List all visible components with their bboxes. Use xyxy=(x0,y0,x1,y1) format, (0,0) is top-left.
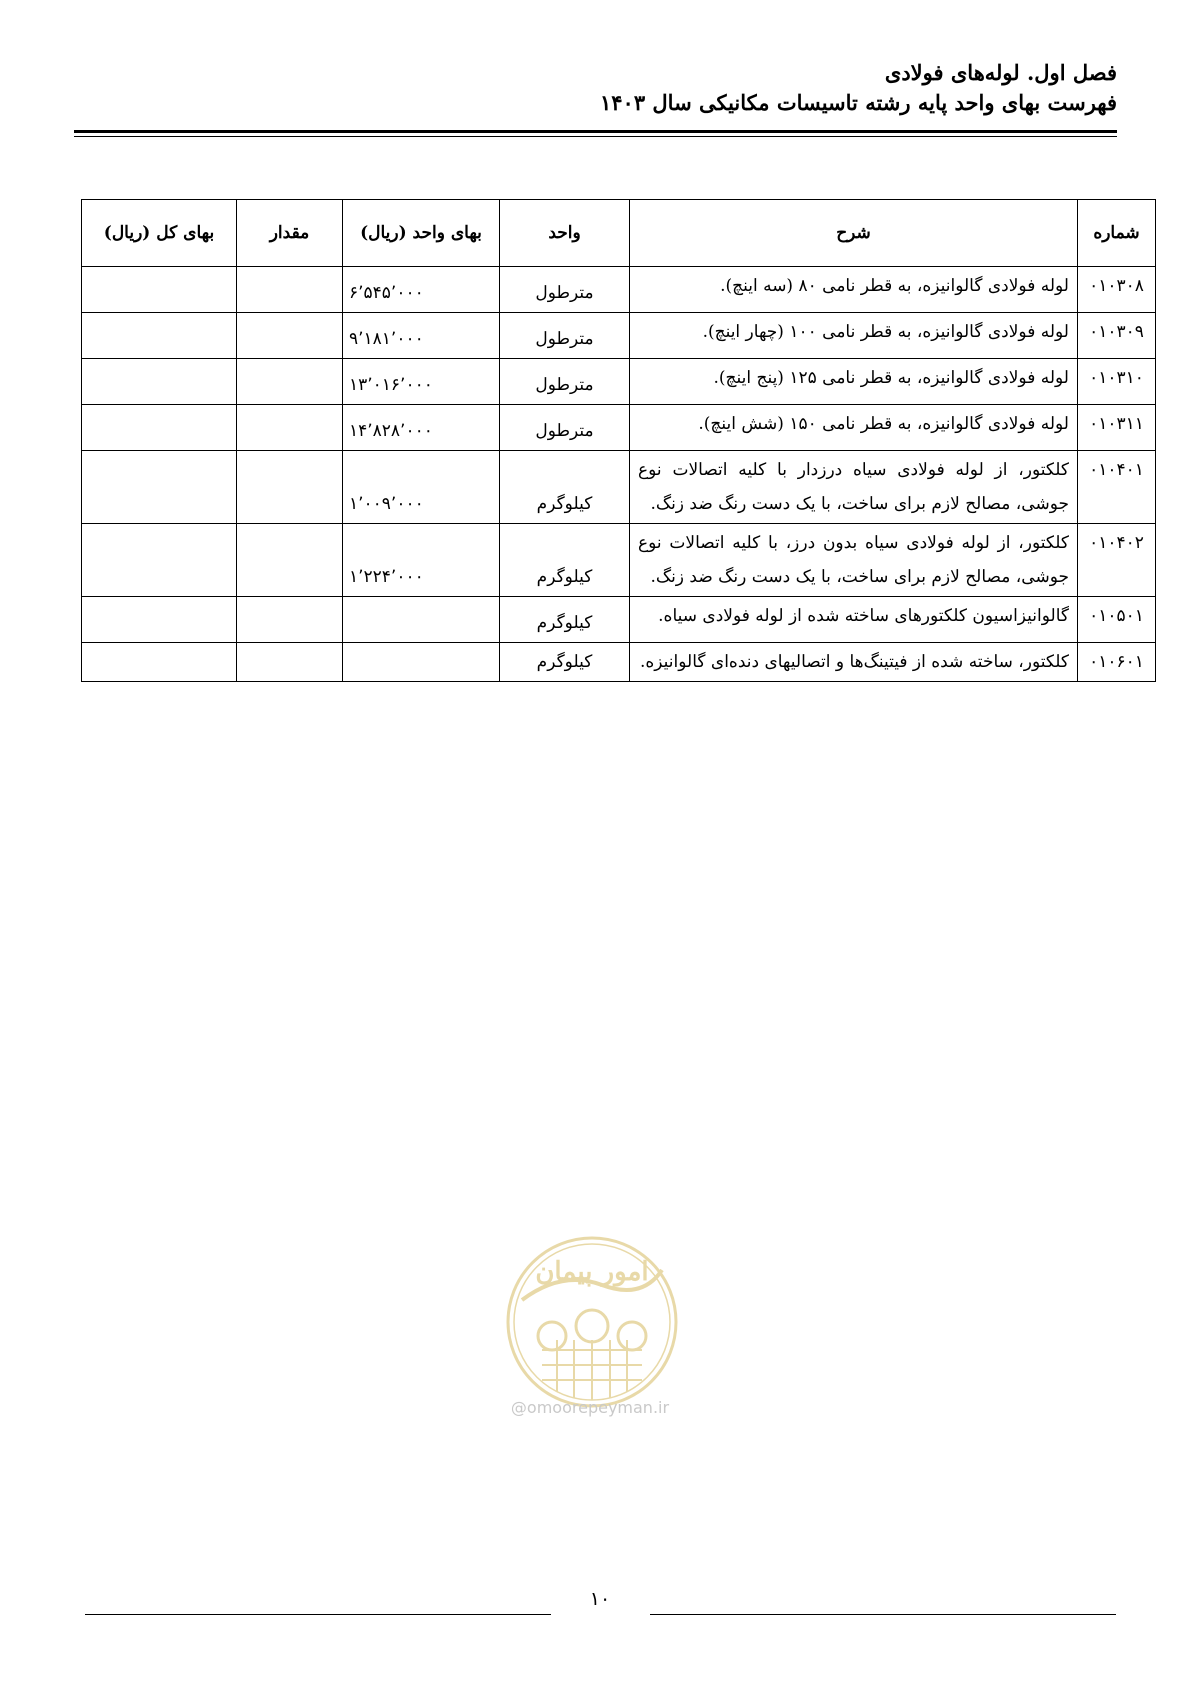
table-row xyxy=(82,313,1156,359)
item-quantity xyxy=(237,643,343,682)
column-header-description: شرح xyxy=(630,200,1078,267)
header-rule-thin xyxy=(74,136,1117,137)
table-row xyxy=(82,267,1156,313)
item-unit-price: ۱۳٬۰۱۶٬۰۰۰ xyxy=(343,359,500,405)
item-quantity xyxy=(237,451,343,524)
item-code: ۰۱۰۳۱۰ xyxy=(1078,359,1156,405)
item-total xyxy=(82,597,237,643)
column-header-quantity: مقدار xyxy=(237,200,343,267)
item-unit-price: ۹٬۱۸۱٬۰۰۰ xyxy=(343,313,500,359)
item-description: لوله فولادی گالوانیزه، به قطر نامی ۸۰ (سه اینچ). xyxy=(630,267,1078,313)
chapter-title: فصل اول. لوله‌های فولادی xyxy=(884,60,1117,85)
column-header-code: شماره xyxy=(1078,200,1156,267)
item-description: کلکتور، از لوله فولادی سیاه بدون درز، با کلیه اتصالات نوع جوشی، مصالح لازم برای ساخت، با یک دست رنگ ضد زنگ. xyxy=(630,524,1078,597)
item-code: ۰۱۰۶۰۱ xyxy=(1078,643,1156,682)
item-code: ۰۱۰۵۰۱ xyxy=(1078,597,1156,643)
item-total xyxy=(82,405,237,451)
footer-rule-left xyxy=(85,1614,551,1615)
watermark-logo xyxy=(502,1230,682,1420)
item-total xyxy=(82,643,237,682)
item-quantity xyxy=(237,597,343,643)
item-description: لوله فولادی گالوانیزه، به قطر نامی ۱۲۵ (پنج اینچ). xyxy=(630,359,1078,405)
item-total xyxy=(82,451,237,524)
item-total xyxy=(82,359,237,405)
item-quantity xyxy=(237,313,343,359)
item-total xyxy=(82,267,237,313)
column-header-unit-price: بهای واحد (ریال) xyxy=(343,200,500,267)
item-total xyxy=(82,313,237,359)
table-header-row xyxy=(82,200,1156,267)
item-code: ۰۱۰۳۱۱ xyxy=(1078,405,1156,451)
watermark-site: @omoorepeyman.ir xyxy=(510,1398,670,1417)
item-unit-price: ۱٬۰۰۹٬۰۰۰ xyxy=(343,451,500,524)
item-unit: کیلوگرم xyxy=(500,524,630,597)
item-unit: مترطول xyxy=(500,359,630,405)
item-total xyxy=(82,524,237,597)
item-unit: کیلوگرم xyxy=(500,451,630,524)
price-list-table xyxy=(81,199,1156,682)
item-unit-price xyxy=(343,643,500,682)
watermark-logo-text: امور پیمان xyxy=(535,1257,649,1287)
item-unit-price xyxy=(343,597,500,643)
item-code: ۰۱۰۴۰۲ xyxy=(1078,524,1156,597)
page-header xyxy=(74,58,1117,118)
item-unit-price: ۱۴٬۸۲۸٬۰۰۰ xyxy=(343,405,500,451)
table-row xyxy=(82,451,1156,524)
item-description: گالوانیزاسیون کلکتورهای ساخته شده از لوله فولادی سیاه. xyxy=(630,597,1078,643)
column-header-unit: واحد xyxy=(500,200,630,267)
item-code: ۰۱۰۳۰۸ xyxy=(1078,267,1156,313)
item-unit-price: ۱٬۲۲۴٬۰۰۰ xyxy=(343,524,500,597)
item-code: ۰۱۰۴۰۱ xyxy=(1078,451,1156,524)
page-number: ۱۰ xyxy=(589,1588,611,1610)
header-rule-thick xyxy=(74,130,1117,133)
document-title: فهرست بهای واحد پایه رشته تاسیسات مکانیکی سال ۱۴۰۳ xyxy=(599,90,1117,115)
column-header-total: بهای کل (ریال) xyxy=(82,200,237,267)
item-quantity xyxy=(237,405,343,451)
item-unit-price: ۶٬۵۴۵٬۰۰۰ xyxy=(343,267,500,313)
table-row xyxy=(82,405,1156,451)
item-description: لوله فولادی گالوانیزه، به قطر نامی ۱۰۰ (چهار اینچ). xyxy=(630,313,1078,359)
item-quantity xyxy=(237,359,343,405)
item-unit: مترطول xyxy=(500,313,630,359)
item-quantity xyxy=(237,267,343,313)
item-quantity xyxy=(237,524,343,597)
table-row xyxy=(82,524,1156,597)
table-row xyxy=(82,359,1156,405)
footer-rule-right xyxy=(650,1614,1116,1615)
item-unit: کیلوگرم xyxy=(500,643,630,682)
item-code: ۰۱۰۳۰۹ xyxy=(1078,313,1156,359)
item-description: کلکتور، از لوله فولادی سیاه درزدار با کلیه اتصالات نوع جوشی، مصالح لازم برای ساخت، با یک دست رنگ ضد زنگ. xyxy=(630,451,1078,524)
item-description: لوله فولادی گالوانیزه، به قطر نامی ۱۵۰ (شش اینچ). xyxy=(630,405,1078,451)
item-unit: مترطول xyxy=(500,267,630,313)
item-description: کلکتور، ساخته شده از فیتینگ‌ها و اتصالیهای دنده‌ای گالوانیزه. xyxy=(630,643,1078,682)
table-row xyxy=(82,597,1156,643)
item-unit: مترطول xyxy=(500,405,630,451)
table-row xyxy=(82,643,1156,682)
item-unit: کیلوگرم xyxy=(500,597,630,643)
